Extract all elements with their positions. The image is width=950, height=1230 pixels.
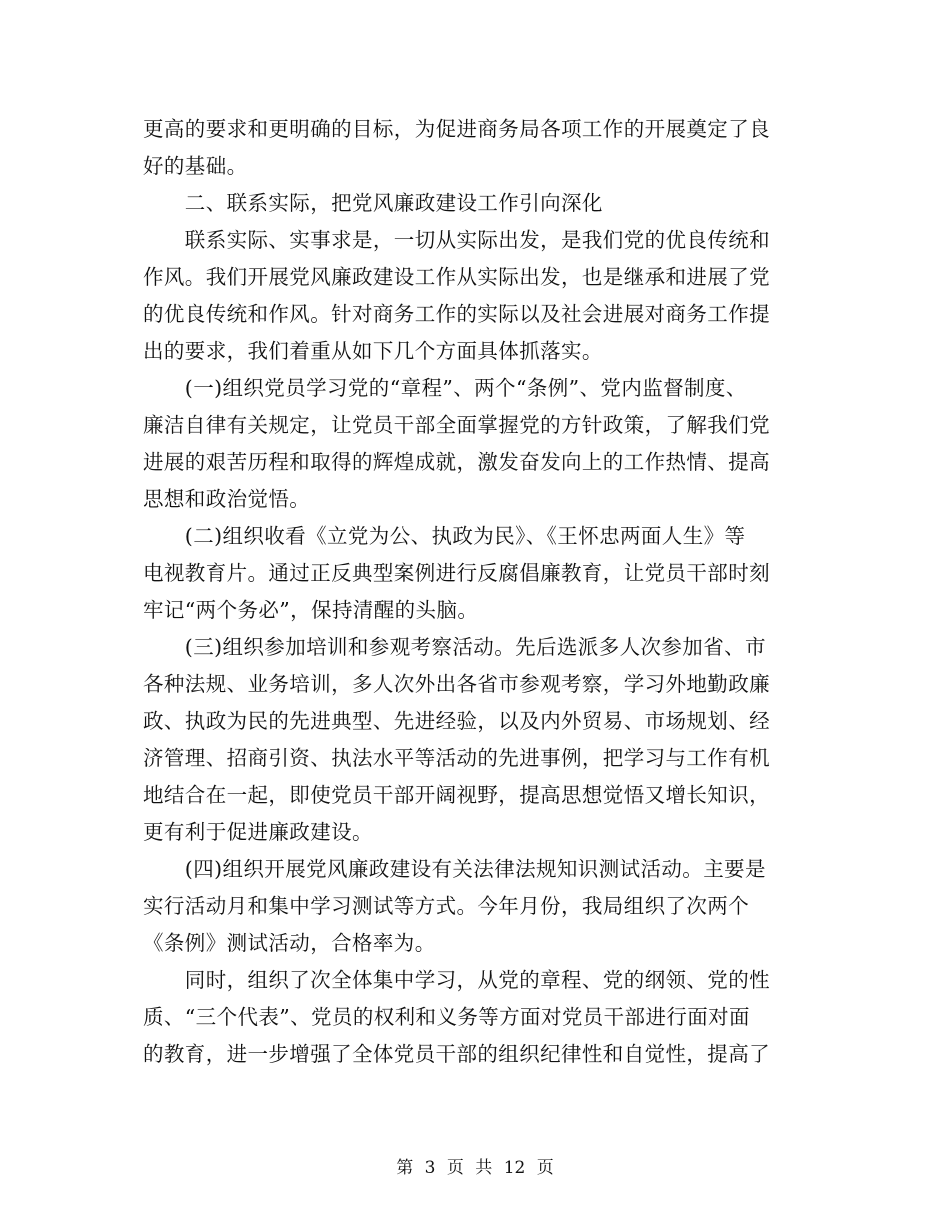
text-line: 作风。我们开展党风廉政建设工作从实际出发，也是继承和进展了党 (143, 265, 770, 289)
text-line: 济管理、招商引资、执法水平等活动的先进事例，把学习与工作有机 (143, 746, 770, 770)
text-line: 各种法规、业务培训，多人次外出各省市参观考察，学习外地勤政廉 (143, 672, 770, 696)
text-line: (二)组织收看《立党为公、执政为民》、《王怀忠两面人生》等 (143, 524, 746, 548)
text-line: (三)组织参加培训和参观考察活动。先后选派多人次参加省、市 (143, 635, 766, 659)
text-line: 地结合在一起，即使党员干部开阔视野，提高思想觉悟又增长知识， (143, 783, 770, 807)
text-line: 联系实际、实事求是，一切从实际出发，是我们党的优良传统和 (143, 228, 770, 252)
text-line: 同时，组织了次全体集中学习，从党的章程、党的纲领、党的性 (143, 968, 770, 992)
page-number-footer: 第 3 页 共 12 页 (396, 1158, 554, 1178)
text-line: 电视教育片。通过正反典型案例进行反腐倡廉教育，让党员干部时刻 (143, 561, 770, 585)
text-line: 更有利于促进廉政建设。 (143, 820, 373, 844)
text-line: 进展的艰苦历程和取得的辉煌成就，激发奋发向上的工作热情、提高 (143, 450, 770, 474)
text-line: 实行活动月和集中学习测试等方式。今年月份，我局组织了次两个 (143, 894, 750, 918)
text-line: 的教育，进一步增强了全体党员干部的组织纪律性和自觉性，提高了 (143, 1042, 770, 1066)
text-line: 《条例》测试活动，合格率为。 (143, 931, 436, 955)
text-line: 牢记“两个务必”，保持清醒的头脑。 (143, 598, 479, 622)
text-line: 思想和政治觉悟。 (143, 487, 311, 511)
section-heading: 二、联系实际，把党风廉政建设工作引向深化 (143, 191, 603, 215)
text-line: 的优良传统和作风。针对商务工作的实际以及社会进展对商务工作提 (143, 302, 770, 326)
text-line: 出的要求，我们着重从如下几个方面具体抓落实。 (143, 339, 603, 363)
text-line: (一)组织党员学习党的“章程”、两个“条例”、党内监督制度、 (143, 376, 747, 400)
text-line: 好的基础。 (143, 154, 248, 178)
text-line: 更高的要求和更明确的目标，为促进商务局各项工作的开展奠定了良 (143, 117, 770, 141)
text-line: 政、执政为民的先进典型、先进经验，以及内外贸易、市场规划、经 (143, 709, 770, 733)
text-line: 廉洁自律有关规定，让党员干部全面掌握党的方针政策，了解我们党 (143, 413, 770, 437)
text-line: (四)组织开展党风廉政建设有关法律法规知识测试活动。主要是 (143, 857, 766, 881)
text-line: 质、“三个代表”、党员的权利和义务等方面对党员干部进行面对面 (143, 1005, 750, 1029)
